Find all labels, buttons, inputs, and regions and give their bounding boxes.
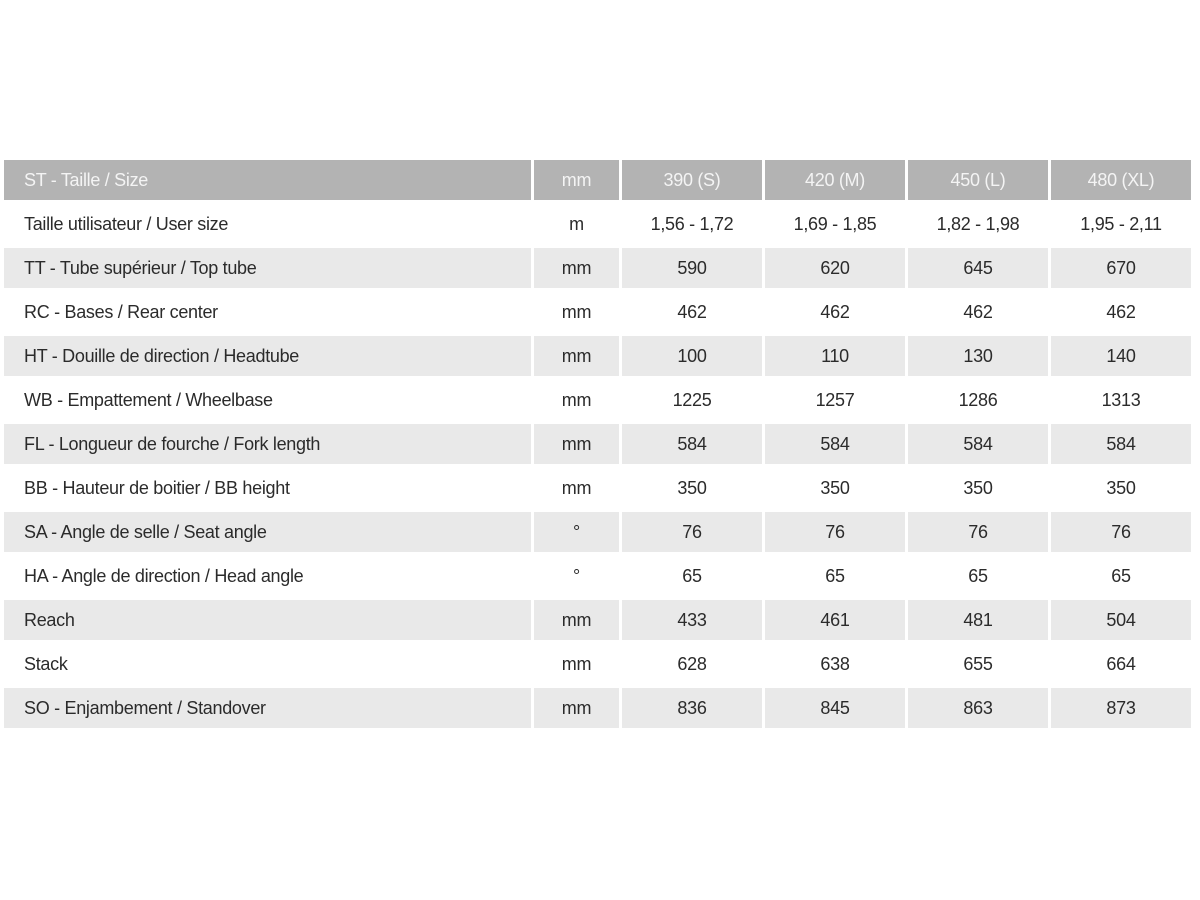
row-value: 1,69 - 1,85: [765, 204, 905, 244]
row-value: 670: [1051, 248, 1191, 288]
row-label: Taille utilisateur / User size: [4, 204, 531, 244]
row-value: 350: [908, 468, 1048, 508]
row-value: 110: [765, 336, 905, 376]
row-unit: mm: [534, 644, 619, 684]
table-row: [4, 292, 1191, 332]
header-row: [4, 160, 1191, 200]
row-value: 65: [622, 556, 762, 596]
row-value: 638: [765, 644, 905, 684]
row-value: 584: [1051, 424, 1191, 464]
row-value: 462: [622, 292, 762, 332]
row-label: WB - Empattement / Wheelbase: [4, 380, 531, 420]
geometry-table: [1, 156, 1194, 732]
row-value: 1286: [908, 380, 1048, 420]
row-value: 1257: [765, 380, 905, 420]
table-row: [4, 512, 1191, 552]
row-value: 76: [908, 512, 1048, 552]
row-value: 628: [622, 644, 762, 684]
table-row: [4, 688, 1191, 728]
row-value: 100: [622, 336, 762, 376]
row-label: Reach: [4, 600, 531, 640]
row-value: 645: [908, 248, 1048, 288]
row-value: 350: [765, 468, 905, 508]
row-unit: mm: [534, 248, 619, 288]
row-value: 863: [908, 688, 1048, 728]
row-value: 76: [622, 512, 762, 552]
row-value: 664: [1051, 644, 1191, 684]
row-value: 76: [1051, 512, 1191, 552]
header-size-s: 390 (S): [622, 160, 762, 200]
table-row: [4, 600, 1191, 640]
row-value: 1,82 - 1,98: [908, 204, 1048, 244]
row-unit: mm: [534, 688, 619, 728]
table-row: [4, 204, 1191, 244]
row-label: SO - Enjambement / Standover: [4, 688, 531, 728]
header-size-l: 450 (L): [908, 160, 1048, 200]
row-value: 590: [622, 248, 762, 288]
row-value: 481: [908, 600, 1048, 640]
row-value: 350: [1051, 468, 1191, 508]
row-value: 76: [765, 512, 905, 552]
row-label: HT - Douille de direction / Headtube: [4, 336, 531, 376]
row-label: BB - Hauteur de boitier / BB height: [4, 468, 531, 508]
row-label: SA - Angle de selle / Seat angle: [4, 512, 531, 552]
row-value: 1313: [1051, 380, 1191, 420]
row-value: 1,95 - 2,11: [1051, 204, 1191, 244]
table-row: [4, 424, 1191, 464]
row-unit: mm: [534, 600, 619, 640]
header-label: ST - Taille / Size: [4, 160, 531, 200]
row-unit: mm: [534, 380, 619, 420]
row-value: 845: [765, 688, 905, 728]
row-label: RC - Bases / Rear center: [4, 292, 531, 332]
row-value: 584: [622, 424, 762, 464]
row-value: 462: [908, 292, 1048, 332]
row-value: 1,56 - 1,72: [622, 204, 762, 244]
row-value: 433: [622, 600, 762, 640]
row-unit: mm: [534, 424, 619, 464]
row-label: FL - Longueur de fourche / Fork length: [4, 424, 531, 464]
row-value: 462: [765, 292, 905, 332]
row-value: 65: [765, 556, 905, 596]
row-value: 65: [1051, 556, 1191, 596]
row-unit: mm: [534, 468, 619, 508]
row-unit: °: [534, 512, 619, 552]
table-row: [4, 468, 1191, 508]
row-value: 873: [1051, 688, 1191, 728]
row-unit: m: [534, 204, 619, 244]
row-unit: mm: [534, 336, 619, 376]
row-value: 1225: [622, 380, 762, 420]
table-row: [4, 248, 1191, 288]
table-header: [4, 160, 1191, 200]
row-label: Stack: [4, 644, 531, 684]
row-value: 655: [908, 644, 1048, 684]
table-row: [4, 556, 1191, 596]
table-row: [4, 336, 1191, 376]
header-size-xl: 480 (XL): [1051, 160, 1191, 200]
row-value: 65: [908, 556, 1048, 596]
row-unit: °: [534, 556, 619, 596]
header-unit: mm: [534, 160, 619, 200]
row-value: 462: [1051, 292, 1191, 332]
row-unit: mm: [534, 292, 619, 332]
table-row: [4, 644, 1191, 684]
row-value: 350: [622, 468, 762, 508]
row-value: 836: [622, 688, 762, 728]
row-label: TT - Tube supérieur / Top tube: [4, 248, 531, 288]
header-size-m: 420 (M): [765, 160, 905, 200]
row-value: 461: [765, 600, 905, 640]
row-label: HA - Angle de direction / Head angle: [4, 556, 531, 596]
row-value: 130: [908, 336, 1048, 376]
row-value: 140: [1051, 336, 1191, 376]
table-row: [4, 380, 1191, 420]
row-value: 504: [1051, 600, 1191, 640]
row-value: 584: [908, 424, 1048, 464]
row-value: 620: [765, 248, 905, 288]
table-body: [4, 204, 1191, 728]
row-value: 584: [765, 424, 905, 464]
